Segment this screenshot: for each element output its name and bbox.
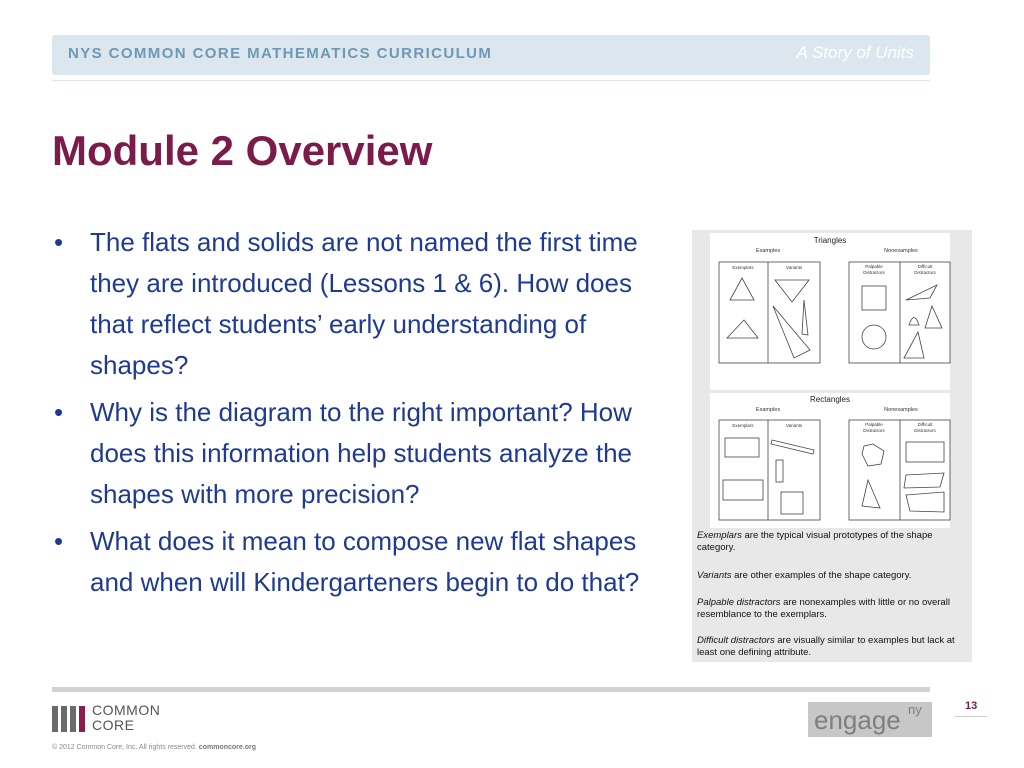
variants-label: Variants [785,265,803,270]
engage-logo-ny: ny [908,702,922,717]
logo-line-2: CORE [92,717,135,733]
note-text: are visually similar to examples but lack at least one defining attribute. [697,635,955,658]
note-term: Variants [697,570,732,581]
palpable-label: Palpable [865,264,883,269]
copyright-text: © 2012 Common Core, Inc. All rights reserved. [52,744,197,751]
palpable-label: Palpable [865,422,883,427]
common-core-logo-text [92,703,160,733]
exemplars-label: Exemplars [732,265,754,270]
distractors-label: Distractors [863,428,885,433]
page-number: 13 [965,700,978,712]
triangles-panel [710,233,950,390]
engage-logo-word: engage [814,705,901,735]
bullet-item: • Why is the diagram to the right important? How does this information help students analyze the shapes with more precision? [52,392,657,515]
triangles-examples-label: Examples [755,248,781,254]
variants-label: Variants [785,423,803,428]
copyright-notice [52,744,256,751]
note-difficult [697,635,967,659]
bullet-item: • What does it mean to compose new flat shapes and when will Kindergarteners begin to do that? [52,521,657,603]
note-variants [697,570,967,582]
footer-divider [52,687,930,692]
rectangles-panel [710,393,950,528]
note-text: are other examples of the shape category. [731,570,912,581]
distractors-label: Distractors [863,270,885,275]
note-term: Palpable distractors [697,597,781,608]
bullet-item: • The flats and solids are not named the first time they are introduced (Lessons 1 & 6). How does that reflect students’ early understanding of shapes? [52,222,657,386]
rectangles-examples-label: Examples [755,407,781,413]
note-term: Exemplars [697,530,742,541]
rectangles-title: Rectangles [809,395,851,404]
note-term: Difficult distractors [697,635,775,646]
note-text: are nonexamples with little or no overall resemblance to the exemplars. [697,597,950,620]
triangles-title: Triangles [813,236,847,245]
header-bar [52,35,930,75]
distractors-label: Distractors [914,270,936,275]
note-palpable [697,597,967,621]
note-exemplars [697,530,967,554]
page-number-underline [955,716,987,717]
note-text: are the typical visual prototypes of the shape category. [697,530,933,553]
slide-title: Module 2 Overview [52,127,433,174]
logo-line-1: COMMON [92,702,161,718]
copyright-link[interactable]: commoncore.org [198,744,256,751]
common-core-logo-icon [52,706,88,732]
header-divider [52,80,930,81]
triangles-nonexamples-label: Nonexamples [884,248,918,254]
difficult-label: Difficult [917,422,933,427]
shape-categories-diagram [692,230,972,662]
series-title: A Story of Units [796,43,914,62]
distractors-label: Distractors [914,428,936,433]
exemplars-label: Exemplars [732,423,754,428]
bullet-list [52,222,657,609]
diagram-svg [692,230,972,530]
engage-ny-logo [808,702,932,737]
difficult-label: Difficult [917,264,933,269]
rectangles-nonexamples-label: Nonexamples [884,407,918,413]
curriculum-title: NYS COMMON CORE MATHEMATICS CURRICULUM [68,45,493,62]
